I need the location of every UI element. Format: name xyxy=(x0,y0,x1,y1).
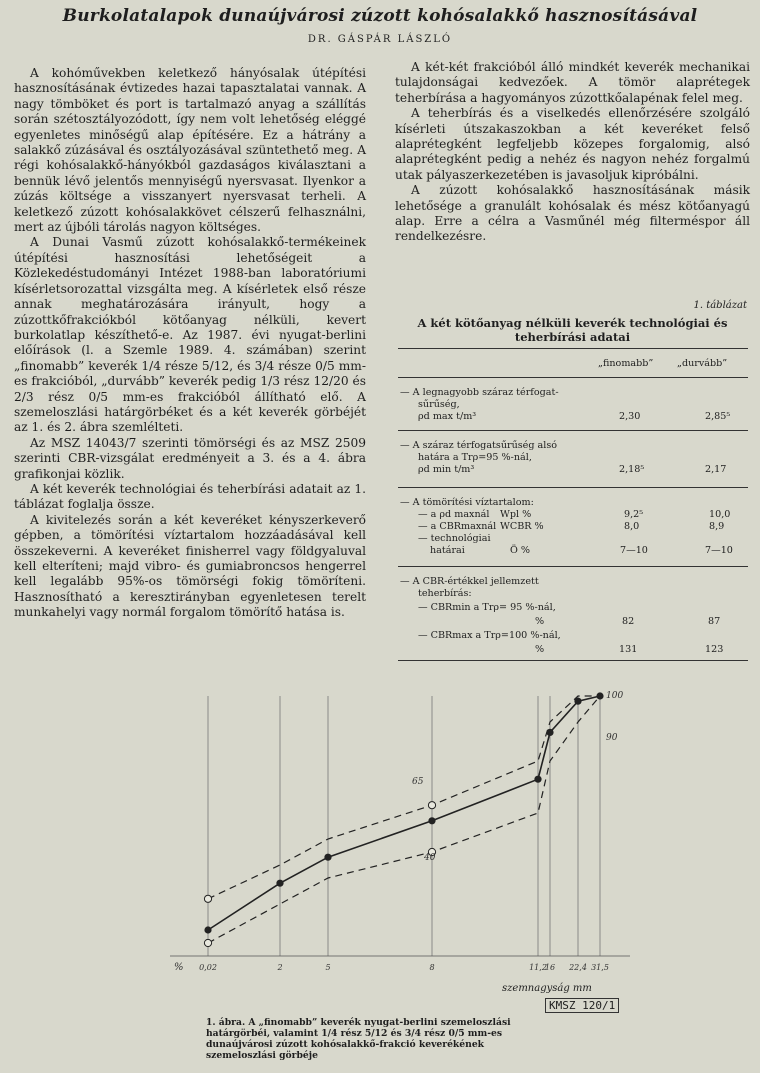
table-number: 1. táblázat xyxy=(693,300,747,311)
table-cell: 7—10 xyxy=(620,545,648,556)
y-label-top: 100 xyxy=(606,691,624,701)
x-tick-label: 5 xyxy=(325,963,331,972)
table-cell: — A legnagyobb száraz térfogat- xyxy=(400,387,559,398)
limit-point xyxy=(204,939,211,946)
table-col-header: „finomabb” xyxy=(598,358,654,369)
table-rule xyxy=(398,430,748,431)
grading-curve xyxy=(208,696,600,943)
y-label-top: 90 xyxy=(606,733,618,743)
paragraph: A zúzott kohósalakkő hasznosításának másik lehetősége a granulált kohósalak és mész kötőanyagú alap. Erre a célra a Vasműnél még filterméspor áll rendelkezésre. xyxy=(395,183,750,244)
table-cell: 8,9 xyxy=(709,521,725,532)
article-title: Burkolatalapok dunaújvárosi zúzott kohósalakkő hasznosításával xyxy=(62,6,698,26)
text-column-right xyxy=(395,60,750,245)
x-axis-label: szemnagyság mm xyxy=(502,983,592,994)
x-tick-label: 2 xyxy=(277,963,283,972)
table-cell: % xyxy=(535,616,545,627)
table-cell: — A CBR-értékkel jellemzett xyxy=(400,576,539,587)
table-rule xyxy=(398,487,748,488)
table-cell: — A tömörítési víztartalom: xyxy=(400,497,534,508)
paragraph: A Dunai Vasmű zúzott kohósalakkő-termékeinek útépítési hasznosítási lehetőségeit a Közlekedéstudományi Intézet 1988-ban laboratóriumi kísérletsorozattal vizsgálta meg. A kísérletek első része annak meghatározására irányult, hogy a zúzottkőfrakciókból kötőanyag nélküli, kevert burkolatlap készíthető-e. Az 1987. évi nyugat-berlini előírások (l. a Szemle 1989. 4. számában) szerint „finomabb” keverék 1/4 része 5/12, és 3/4 része 0/5 mm-es frakcióból, „durvább” keverék pedig 1/3 rész 12/20 és 2/3 rész 0/5 mm-es frakcióból állítható elő. A szemeloszlási határgörbéket és a két keverék görbéjét az 1. és 2. ábra szemlélteti. xyxy=(14,235,366,435)
table-cell: Ö % xyxy=(510,545,531,556)
data-point xyxy=(574,698,581,705)
table-cell: — technológiai xyxy=(418,533,491,544)
data-point xyxy=(204,926,211,933)
paragraph: Az MSZ 14043/7 szerinti tömörségi és az MSZ 2509 szerinti CBR-vizsgálat eredményeit a 3. és a 4. ábra grafikonjai közlik. xyxy=(14,435,366,481)
chart-grid xyxy=(170,696,630,956)
table-rule xyxy=(398,660,748,661)
data-point xyxy=(546,729,553,736)
table-rule xyxy=(398,377,748,378)
paragraph: A kivitelezés során a két keveréket kényszerkeverő gépben, a tömörítési víztartalom hozzáadásával kell összekeverni. A keveréket finisherrel vagy földgyaluval kell elteríteni; majd vibro- és gumiabroncsos hengerrel kell legalább 95%-os tömörségi fokig tömöríteni. Hasznosítható a keresztirányban egyenletesen terelt munkahelyi vagy normál forgalom tömörítő hatása is. xyxy=(14,512,366,620)
table-cell: WCBR % xyxy=(500,521,544,532)
paragraph: A teherbírás és a viselkedés ellenőrzésére szolgáló kísérleti útszakaszokban a két keveréket felső alaprétegként legfeljebb közepes forgalomig, alsó alaprétegként pedig a nehéz és nagyon nehéz forgalmú utak pályaszerkezetében is javasoljuk kipróbálni. xyxy=(395,106,750,182)
table-cell: sűrűség, xyxy=(418,399,460,410)
grading-curve xyxy=(208,696,600,930)
table-cell: 2,18⁵ xyxy=(619,464,645,475)
table-cell: 10,0 xyxy=(709,509,731,520)
table-cell: 2,17 xyxy=(705,464,727,475)
table-cell: 7—10 xyxy=(705,545,733,556)
data-point xyxy=(276,880,283,887)
table-cell: 123 xyxy=(705,644,724,655)
x-tick-label: 16 xyxy=(544,963,556,972)
text-column-left xyxy=(14,66,366,621)
table-cell: 8,0 xyxy=(624,521,640,532)
limit-point xyxy=(428,802,435,809)
table-cell: teherbírás: xyxy=(418,588,472,599)
table-cell: 2,85⁵ xyxy=(705,411,731,422)
table-cell: — a ρd maxnál xyxy=(418,509,490,520)
table-cell: 131 xyxy=(619,644,638,655)
table-cell: — A száraz térfogatsűrűség alsó xyxy=(400,440,558,451)
data-point xyxy=(428,817,435,824)
table-cell: — CBRmin a Trρ= 95 %-nál, xyxy=(418,602,556,613)
grading-curve-figure xyxy=(160,688,640,992)
table-cell: 82 xyxy=(622,616,635,627)
x-tick-label: 31,5 xyxy=(591,963,609,972)
table-col-header: „durvább” xyxy=(677,358,728,369)
paragraph: A kohóművekben keletkező hányósalak útépítési hasznosításának évtizedes hazai tapasztalatai vannak. A nagy tömböket és port is tartalmazó anyag a szállítás során szétosztályozódott, így nem volt lehetőség eléggé egyenletes minőségű alap építésére. Ez a hátrány a salakkő zúzásával és osztályozásával szüntethető meg. A régi kohósalakkő-hányókból gazdaságos kiválasztani a bennük lévő jelentős mennyiségű nyersvasat. Ilyenkor a zúzás költsége a visszanyert nyersvasat terheli. A keletkező zúzott kohósalakkövet célszerű felhasználni, mert az újbóli tárolás nagyon költséges. xyxy=(14,66,366,235)
table-cell: % xyxy=(535,644,545,655)
grading-chart xyxy=(160,688,640,988)
figure-caption: 1. ábra. A „finomabb” keverék nyugat-berlini szemeloszlási határgörbéi, valamint 1/4 rész 5/12 és 3/4 rész 0/5 mm-es dunaújvárosi zúzott kohósalakkő-frakció keverékének szemeloszlási görbéje xyxy=(206,1017,511,1061)
table-cell: — a CBRmaxnál xyxy=(418,521,497,532)
x-tick-label: 22,4 xyxy=(569,963,587,972)
table-rule xyxy=(398,566,748,567)
table-cell: Wpl % xyxy=(500,509,532,520)
figure-stamp: KMSZ 120/1 xyxy=(545,998,619,1013)
limit-point xyxy=(204,895,211,902)
chart-curves xyxy=(208,696,600,943)
table-cell: ρd max t/m³ xyxy=(418,411,477,422)
table-title: A két kötőanyag nélküli keverék technológiai és teherbírási adatai xyxy=(417,316,728,344)
curve-value-label: 40 xyxy=(424,853,436,863)
data-point xyxy=(534,776,541,783)
curve-value-label: 65 xyxy=(412,777,424,787)
table-cell: ρd min t/m³ xyxy=(418,464,475,475)
table-cell: 87 xyxy=(708,616,721,627)
table-rule xyxy=(398,348,748,349)
table-cell: 2,30 xyxy=(619,411,641,422)
table-cell: — CBRmax a Trρ=100 %-nál, xyxy=(418,630,561,641)
table-cell: 9,2⁵ xyxy=(624,509,644,520)
x-tick-label: 11,2 xyxy=(529,963,547,972)
x-tick-label: 8 xyxy=(429,963,435,972)
article-author: DR. GÁSPÁR LÁSZLÓ xyxy=(307,34,453,45)
chart-points xyxy=(204,692,603,946)
y-axis-letter: % xyxy=(174,962,184,973)
x-tick-label: 0,02 xyxy=(199,963,217,972)
table-cell: határa a Trρ=95 %-nál, xyxy=(418,452,532,463)
data-point xyxy=(596,692,603,699)
paragraph: A két keverék technológiai és teherbírási adatait az 1. táblázat foglalja össze. xyxy=(14,481,366,512)
table-cell: határai xyxy=(430,545,465,556)
data-point xyxy=(324,854,331,861)
paragraph: A két-két frakcióból álló mindkét keverék mechanikai tulajdonságai kedvezőek. A tömör alaprétegek teherbírása a hagyományos zúzottkőalapénak felel meg. xyxy=(395,60,750,105)
